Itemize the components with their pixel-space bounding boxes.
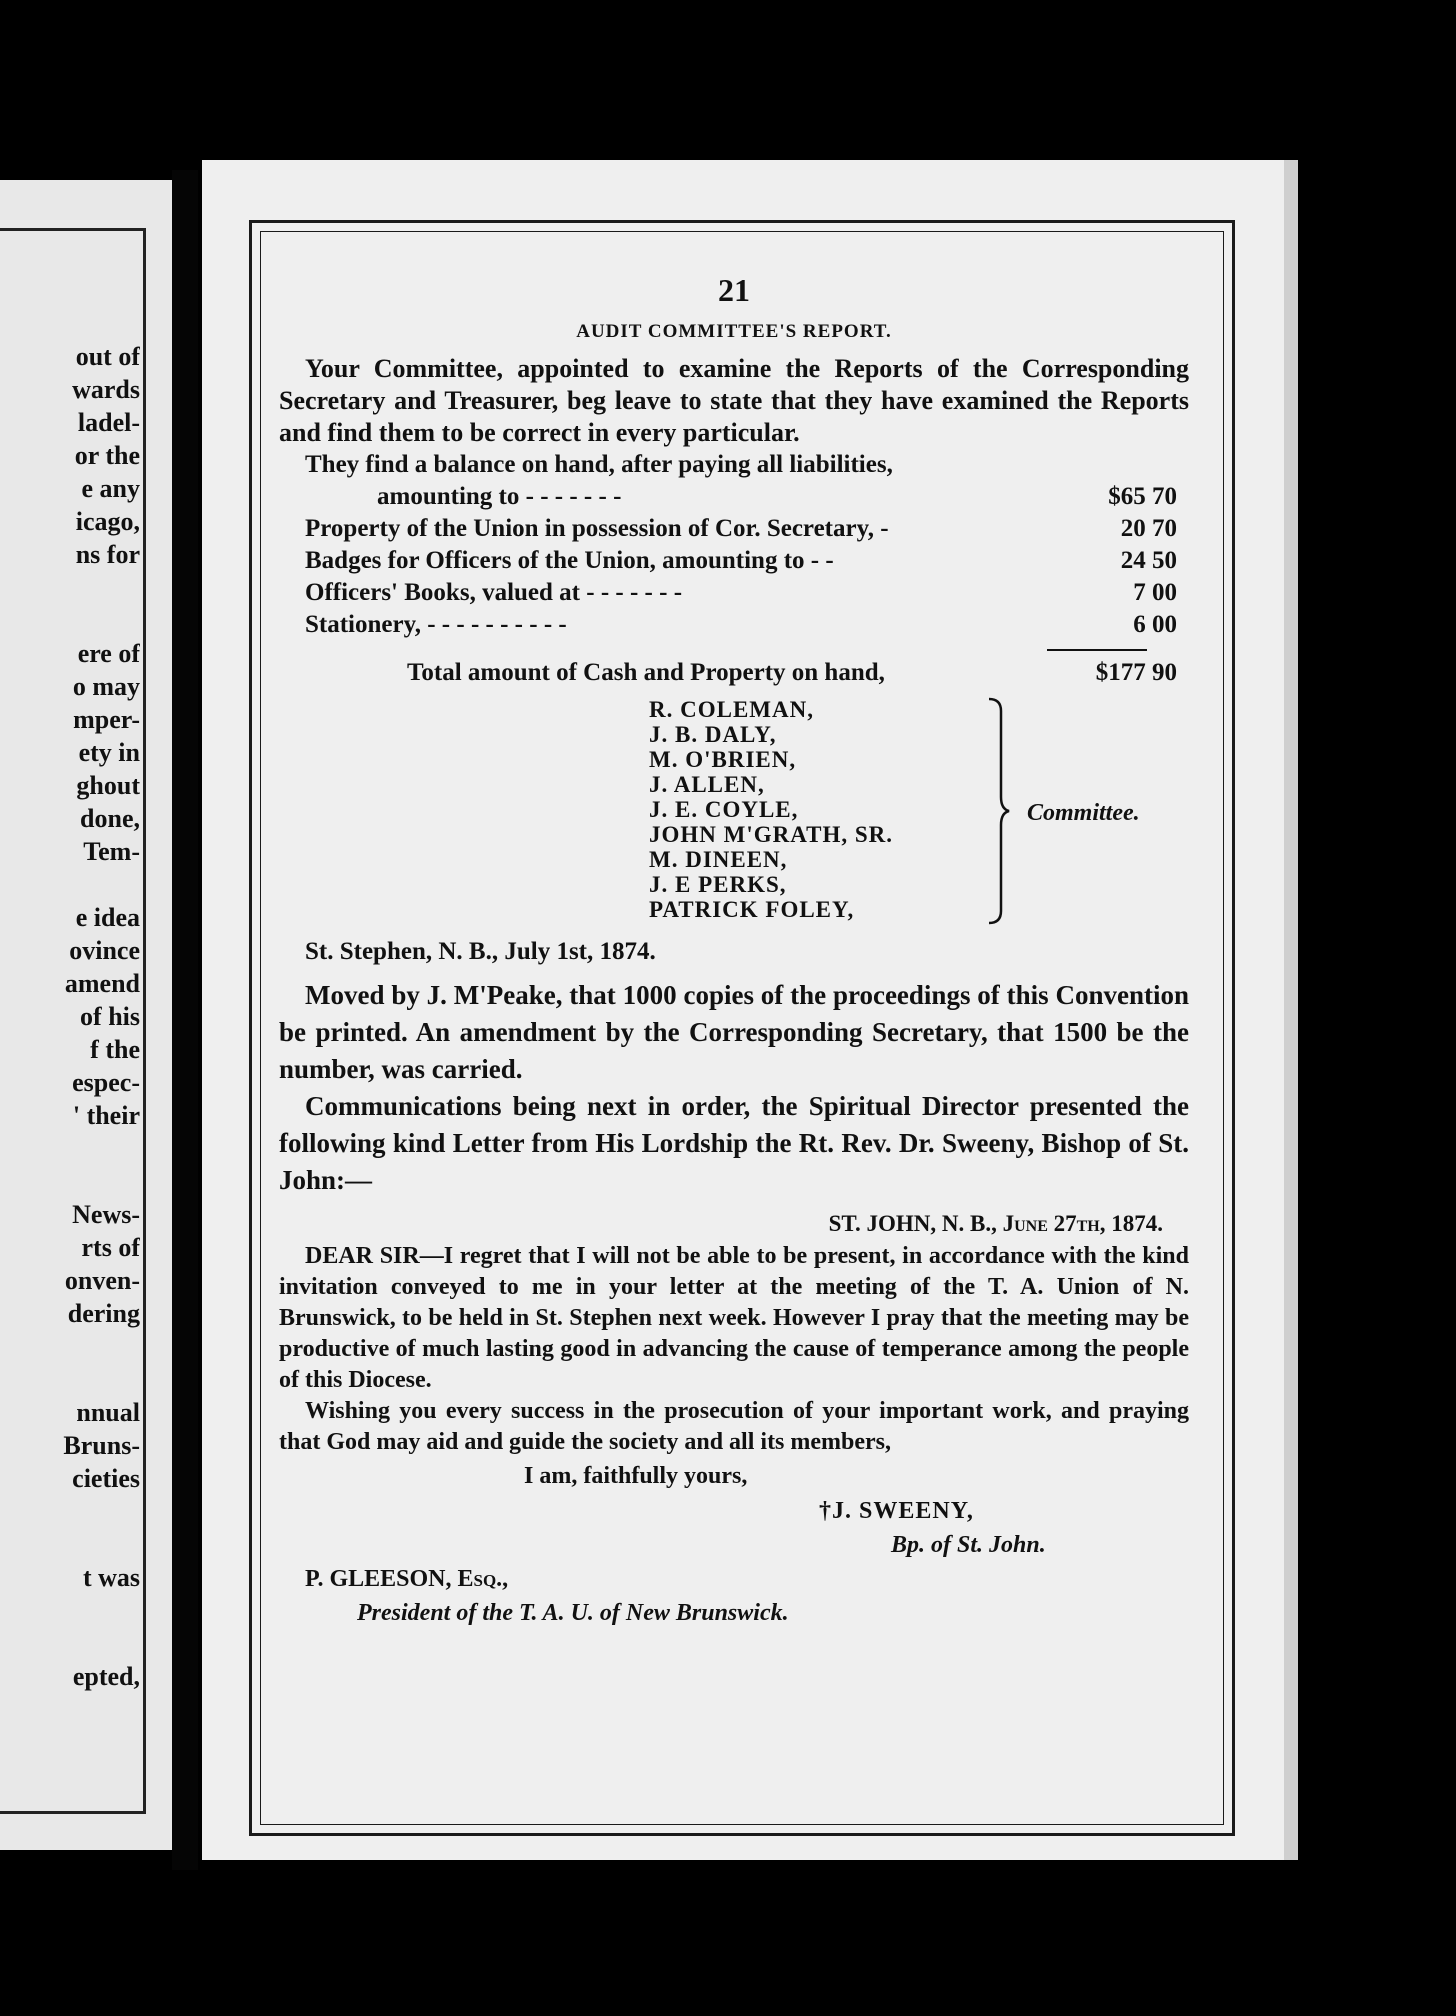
total-rule bbox=[1047, 649, 1147, 651]
left-page-line: cieties bbox=[72, 1464, 140, 1493]
left-page-line: nnual bbox=[76, 1398, 140, 1427]
total-label: Total amount of Cash and Property on hand, bbox=[407, 659, 885, 686]
committee-member: M. DINEEN, bbox=[649, 847, 788, 872]
addressee-title: President of the T. A. U. of New Brunswick. bbox=[357, 1600, 789, 1626]
ledger-label: amounting to - - - - - - - bbox=[377, 483, 622, 510]
left-page-line: icago, bbox=[75, 507, 140, 536]
left-page-line bbox=[0, 571, 140, 604]
ledger-row bbox=[279, 481, 1189, 513]
left-page-line: mper- bbox=[73, 705, 140, 734]
left-page-line: f the bbox=[90, 1035, 140, 1064]
ledger-label: Badges for Officers of the Union, amounting to - - bbox=[305, 547, 834, 574]
letter-closing: I am, faithfully yours, bbox=[524, 1463, 748, 1489]
motion-paragraph: Moved by J. M'Peake, that 1000 copies of the proceedings of this Convention be printed. An amendment by the Corresponding Secretary, that 1500 be the number, was carried. bbox=[279, 980, 1189, 1084]
page-edge bbox=[1284, 160, 1298, 1860]
signature: †J. SWEENY, bbox=[819, 1498, 974, 1524]
left-page-line: o may bbox=[72, 672, 140, 701]
left-page-line: News- bbox=[72, 1200, 140, 1229]
committee-member: M. O'BRIEN, bbox=[649, 747, 797, 772]
ledger-amount: 6 00 bbox=[1133, 611, 1177, 638]
committee-member: J. ALLEN, bbox=[649, 772, 765, 797]
addressee: P. GLEESON, Esq., bbox=[305, 1566, 509, 1592]
left-page-line: Bruns- bbox=[63, 1431, 140, 1460]
left-page-line: rts of bbox=[81, 1233, 140, 1262]
left-page-line: epted, bbox=[72, 1662, 140, 1691]
left-page-line: ere of bbox=[77, 639, 140, 668]
left-page-line bbox=[0, 1132, 140, 1165]
page-border-outer bbox=[249, 220, 1235, 1836]
left-page-line: espec- bbox=[72, 1068, 140, 1097]
left-page-line: ety in bbox=[78, 738, 140, 767]
committee-member: R. COLEMAN, bbox=[649, 697, 814, 722]
left-page-line bbox=[0, 868, 140, 901]
committee-member: JOHN M'GRATH, SR. bbox=[649, 822, 894, 847]
communications-paragraph: Communications being next in order, the Spiritual Director presented the following kind Letter from His Lordship the Rt. Rev. Dr. Sweeny, Bishop of St. John:— bbox=[279, 1091, 1189, 1195]
left-page-line: done, bbox=[80, 804, 140, 833]
committee-brace bbox=[987, 697, 1011, 925]
left-page-line bbox=[0, 604, 140, 637]
left-page-line: amend bbox=[64, 969, 140, 998]
committee-names bbox=[649, 697, 893, 922]
left-page-line: e any bbox=[81, 474, 140, 503]
left-page-line: onven- bbox=[64, 1266, 140, 1295]
left-page-line bbox=[0, 1594, 140, 1627]
left-page-line: e idea bbox=[75, 903, 140, 932]
ledger bbox=[279, 449, 1189, 691]
left-page-line: of his bbox=[80, 1002, 140, 1031]
report-dateline: St. Stephen, N. B., July 1st, 1874. bbox=[305, 938, 656, 965]
ledger-row bbox=[279, 577, 1189, 609]
left-facing-page bbox=[0, 180, 172, 1850]
left-page-line bbox=[0, 1165, 140, 1198]
left-page-line bbox=[0, 1495, 140, 1528]
document-page bbox=[202, 160, 1284, 1860]
left-page-line: Tem- bbox=[83, 837, 140, 866]
page-content bbox=[279, 272, 1189, 1630]
left-page-line: t was bbox=[82, 1563, 140, 1592]
report-intro: Your Committee, appointed to examine the Reports of the Corresponding Secretary and Treasurer, beg leave to state that they have examined the Reports and find them to be correct in every particular. bbox=[279, 354, 1189, 447]
letter-wish: Wishing you every success in the prosecution of your important work, and praying that God may aid and guide the society and all its members, bbox=[279, 1398, 1189, 1455]
ledger-label: Officers' Books, valued at - - - - - - - bbox=[305, 579, 683, 606]
ledger-row bbox=[279, 513, 1189, 545]
ledger-amount: 24 50 bbox=[1120, 547, 1177, 574]
report-heading: AUDIT COMMITTEE'S REPORT. bbox=[576, 321, 892, 342]
ledger-amount: 7 00 bbox=[1133, 579, 1177, 606]
letter-date: ST. JOHN, N. B., June 27th, 1874. bbox=[828, 1211, 1163, 1236]
ledger-row bbox=[279, 609, 1189, 641]
left-page-line: ladel- bbox=[77, 408, 140, 437]
ledger-row bbox=[279, 545, 1189, 577]
left-page-line bbox=[0, 1330, 140, 1363]
left-page-line: ns for bbox=[75, 540, 140, 569]
letter-salutation: DEAR SIR bbox=[305, 1243, 420, 1269]
letter-body-text: —I regret that I will not be able to be present, in accordance with the kind invitation conveyed to me in your letter at the meeting of the T. A. Union of N. Brunswick, to be held in St. Stephen next week. However I pray that the meeting may be productive of much lasting good in advancing the cause of temperance among the people of this Diocese. bbox=[279, 1243, 1189, 1393]
committee-member: PATRICK FOLEY, bbox=[649, 897, 855, 922]
ledger-label: Stationery, - - - - - - - - - - bbox=[305, 611, 567, 638]
total-amount: $177 90 bbox=[1095, 659, 1177, 686]
balance-line bbox=[279, 449, 1189, 481]
page-number: 21 bbox=[718, 272, 750, 308]
book-spine bbox=[172, 170, 198, 1870]
ledger-label: Property of the Union in possession of Cor. Secretary, - bbox=[305, 515, 889, 542]
committee-block bbox=[279, 697, 1189, 927]
left-page-line bbox=[0, 1528, 140, 1561]
committee-label: Committee. bbox=[1027, 800, 1140, 826]
balance-line-text: They find a balance on hand, after paying all liabilities, bbox=[305, 451, 893, 478]
signature-title: Bp. of St. John. bbox=[891, 1532, 1046, 1558]
page-border-inner bbox=[260, 231, 1224, 1825]
left-page-line: or the bbox=[74, 441, 140, 470]
left-page-line bbox=[0, 1627, 140, 1660]
total-row bbox=[279, 655, 1189, 691]
left-page-line: ghout bbox=[76, 771, 140, 800]
committee-member: J. E PERKS, bbox=[649, 872, 787, 897]
left-page-line: wards bbox=[72, 375, 140, 404]
committee-member: J. E. COYLE, bbox=[649, 797, 799, 822]
left-page-line: ovince bbox=[69, 936, 140, 965]
ledger-amount: 20 70 bbox=[1120, 515, 1177, 542]
left-page-line: dering bbox=[67, 1299, 140, 1328]
left-page-line: ' their bbox=[72, 1101, 140, 1130]
left-page-line: out of bbox=[75, 342, 140, 371]
letter-body bbox=[279, 1241, 1189, 1396]
committee-member: J. B. DALY, bbox=[649, 722, 777, 747]
left-page-line bbox=[0, 1363, 140, 1396]
left-page-text bbox=[0, 340, 140, 1693]
ledger-amount: $65 70 bbox=[1108, 483, 1177, 510]
